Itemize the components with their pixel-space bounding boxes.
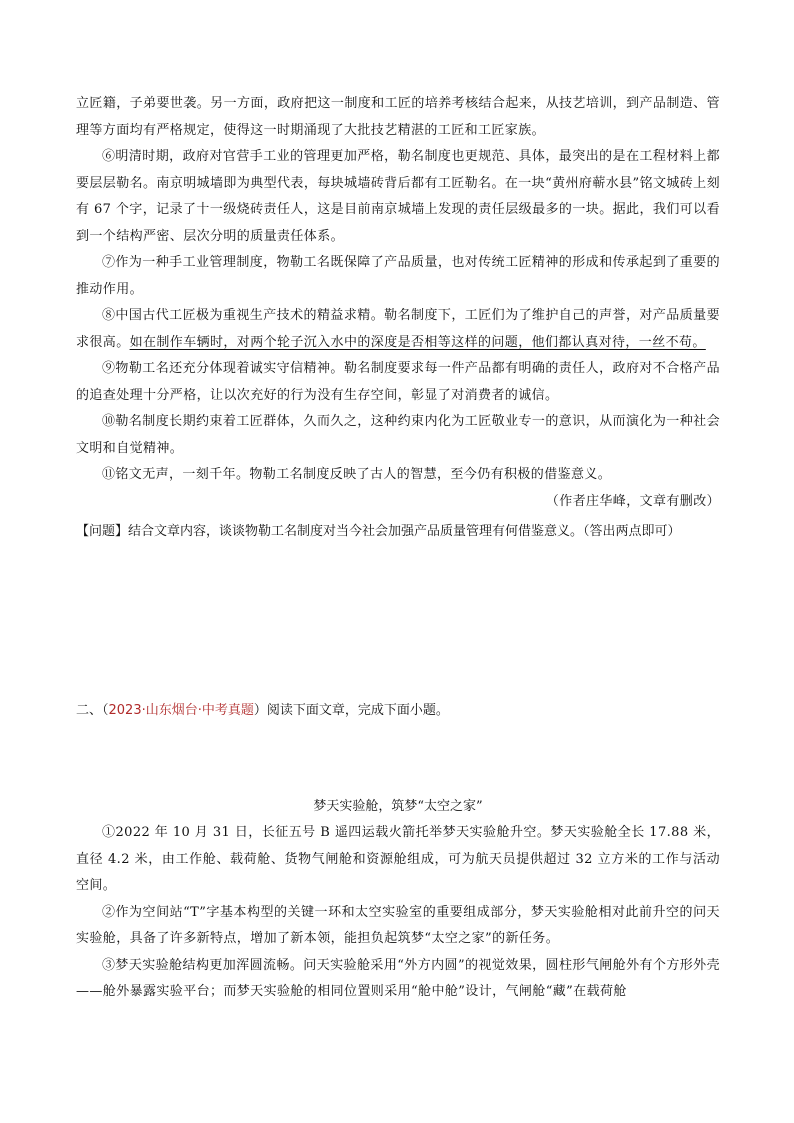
article-source: （作者庄华峰，文章有删改） xyxy=(545,493,720,509)
exam-source-link[interactable]: 2023·山东烟台·中考真题 xyxy=(108,703,254,718)
paragraph-11: ⑪铭文无声，一刻千年。物勒工名制度反映了古人的智慧，至今仍有积极的借鉴意义。 xyxy=(102,467,612,482)
paragraph-9: ⑨物勒工名还充分体现着诚实守信精神。勒名制度要求每一件产品都有明确的责任人，政府对不合格产品的追查处理十分严格，让以次充好的行为没有生存空间，彰显了对消费者的诚信。 xyxy=(76,361,720,403)
question-prompt: 【问题】结合文章内容，谈谈物勒工名制度对当今社会加强产品质量管理有何借鉴意义。（答出两点即可） xyxy=(76,524,681,539)
underlined-sentence: 如在制作车辆时，对两个轮子沉入水中的深度是否相等这样的问题，他们都认真对待，一丝不苟。 xyxy=(129,334,706,350)
paragraph-7: ⑦作为一种手工业管理制度，物勒工名既保障了产品质量，也对传统工匠精神的形成和传承起到了重要的推动作用。 xyxy=(76,255,720,297)
section-two xyxy=(76,698,720,724)
paragraph-8-text: ⑧中国古代工匠极为重视生产技术的精益求精。勒名制度下，工匠们为了维护自己的声誉，对产品质量要求很高。 xyxy=(76,308,720,350)
paragraph-1: ①2022 年 10 月 31 日，长征五号 B 遥四运载火箭托举梦天实验舱升空。梦天实验舱全长 17.88 米，直径 4.2 米，由工作舱、载荷舱、货物气闸舱和资源舱组成，可为航天员提供超过 32 立方米的工作与活动空间。 xyxy=(76,825,720,893)
paragraph-2: ②作为空间站“T”字基本构型的关键一环和太空实验室的重要组成部分，梦天实验舱相对此前升空的问天实验舱，具备了许多新特点，增加了新本领，能担负起筑梦“太空之家”的新任务。 xyxy=(76,904,720,946)
section-instruction: ）阅读下面文章，完成下面小题。 xyxy=(253,703,449,718)
section-two-header xyxy=(76,698,720,724)
paragraph-continued: 立匠籍，子弟要世袭。另一方面，政府把这一制度和工匠的培养考核结合起来，从技艺培训，到产品制造、管理等方面均有严格规定，使得这一时期涌现了大批技艺精湛的工匠和工匠家族。 xyxy=(76,96,720,138)
section-prefix: 二、（ xyxy=(76,703,109,718)
article-two xyxy=(76,794,720,1006)
article-title: 梦天实验舱，筑梦“太空之家” xyxy=(313,799,483,814)
article-one xyxy=(76,91,720,545)
paragraph-3: ③梦天实验舱结构更加浑圆流畅。问天实验舱采用“外方内圆”的视觉效果，圆柱形气闸舱外有个方形外壳——舱外暴露实验平台；而梦天实验舱的相同位置则采用“舱中舱”设计，气闸舱“藏”在载荷舱 xyxy=(76,957,720,999)
paragraph-6: ⑥明清时期，政府对官营手工业的管理更加严格，勒名制度也更规范、具体，最突出的是在工程材料上都要层层勒名。南京明城墙即为典型代表，每块城墙砖背后都有工匠勒名。在一块“黄州府蕲水县”铭文城砖上刻有 67 个字，记录了十一级烧砖责任人，这是目前南京城墙上发现的责任层级最多的一块。据此，我们可以看到一个结构严密、层次分明的质量责任体系。 xyxy=(76,149,720,244)
paragraph-10: ⑩勒名制度长期约束着工匠群体，久而久之，这种约束内化为工匠敬业专一的意识，从而演化为一种社会文明和自觉精神。 xyxy=(76,414,720,456)
paragraph-8 xyxy=(76,303,720,356)
